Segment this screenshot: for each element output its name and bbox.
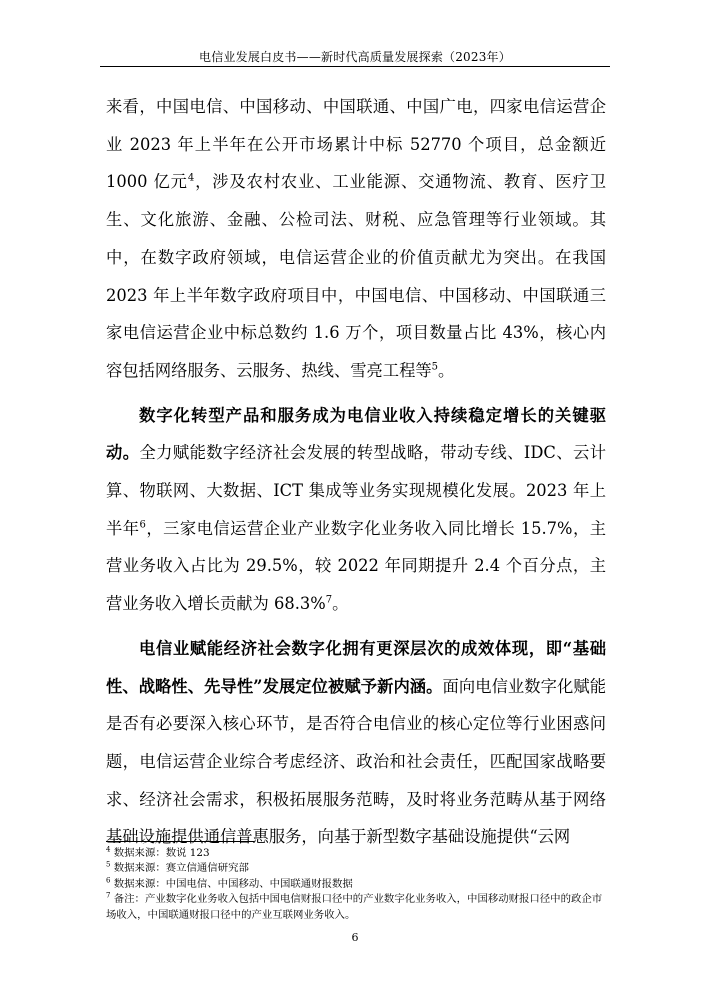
footnote-rule (106, 841, 254, 842)
footnote-text: 数据来源：中国电信、中国移动、中国联通财报数据 (110, 877, 353, 890)
running-header: 电信业发展白皮书——新时代高质量发展探索（2023年） (199, 50, 511, 64)
paragraph-2-lead: 数字化转型产品和服务成为电信业收入持续稳定增长的关键驱动。 (106, 405, 606, 463)
footnotes (106, 846, 606, 923)
footnote-number: 6 (106, 876, 111, 885)
paragraph-1-text-2: ，涉及农村农业、工业能源、交通物流、教育、医疗卫生、文化旅游、金融、公检司法、财税、应急管理等行业领域。其中，在数字政府领域，电信运营企业的价值贡献尤为突出。在我国 2023 年上半年数字政府项目中，中国电信、中国移动、中国联通三家电信运营企业中标总数约 1.6 万个，项目数量占比 43%，核心内容包括网络服务、云服务、热线、雪亮工程等 (106, 172, 606, 380)
paragraph-1 (106, 88, 606, 390)
footnote-ref-4[interactable]: 4 (187, 172, 195, 184)
footnote-text: 备注：产业数字化业务收入包括中国电信财报口径中的产业数字化业务收入，中国移动财报口径中的政企市场收入，中国联通财报口径中的产业互联网业务收入。 (106, 893, 603, 921)
paragraph-3-text: 面向电信业数字化赋能是否有必要深入核心环节，是否符合电信业的核心定位等行业困惑问题，电信运营企业综合考虑经济、政治和社会责任，匹配国家战略要求、经济社会需求，积极拓展服务范畴，及时将业务范畴从基于网络基础设施提供通信普惠服务，向基于新型数字基础设施提供“云网 (106, 676, 606, 847)
paragraph-2-text-2: ，三家电信运营企业产业数字化业务收入同比增长 15.7%，主营业务收入占比为 29.5%，较 2022 年同期提升 2.4 个百分点，主营业务收入增长贡献为 68.3% (106, 518, 606, 614)
footnote-ref-5[interactable]: 5 (431, 361, 439, 373)
paragraph-3-lead: 电信业赋能经济社会数字化拥有更深层次的成效体现，即“基础性、战略性、先导性”发展定位被赋予新内涵。 (106, 638, 606, 696)
footnote-number: 5 (106, 860, 111, 869)
footnote-7 (106, 892, 606, 923)
footnote-ref-7[interactable]: 7 (325, 594, 333, 606)
paragraph-3 (106, 630, 606, 856)
footnote-ref-6[interactable]: 6 (139, 519, 146, 531)
header-rule (100, 66, 610, 67)
paragraph-2 (106, 397, 606, 623)
paragraph-2-text-3: 。 (332, 594, 349, 614)
footnote-5 (106, 861, 606, 876)
footnote-4 (106, 846, 606, 861)
footnote-text: 数据来源：数说 123 (110, 847, 210, 859)
page-number: 6 (351, 931, 359, 944)
paragraph-1-text-3: 。 (438, 360, 455, 380)
paragraph-2-text: 全力赋能数字经济社会发展的转型战略，带动专线、IDC、云计算、物联网、大数据、ICT 集成等业务实现规模化发展。2023 年上半年 (106, 443, 606, 538)
footnote-text: 数据来源：赛立信通信研究部 (110, 862, 249, 875)
footnote-number: 7 (106, 891, 111, 900)
footnote-number: 4 (106, 845, 111, 854)
body-text (106, 88, 606, 863)
paragraph-1-text: 来看，中国电信、中国移动、中国联通、中国广电，四家电信运营企业 2023 年上半年在公开市场累计中标 52770 个项目，总金额近 1000 亿元 (106, 97, 606, 192)
footnote-6 (106, 877, 606, 892)
